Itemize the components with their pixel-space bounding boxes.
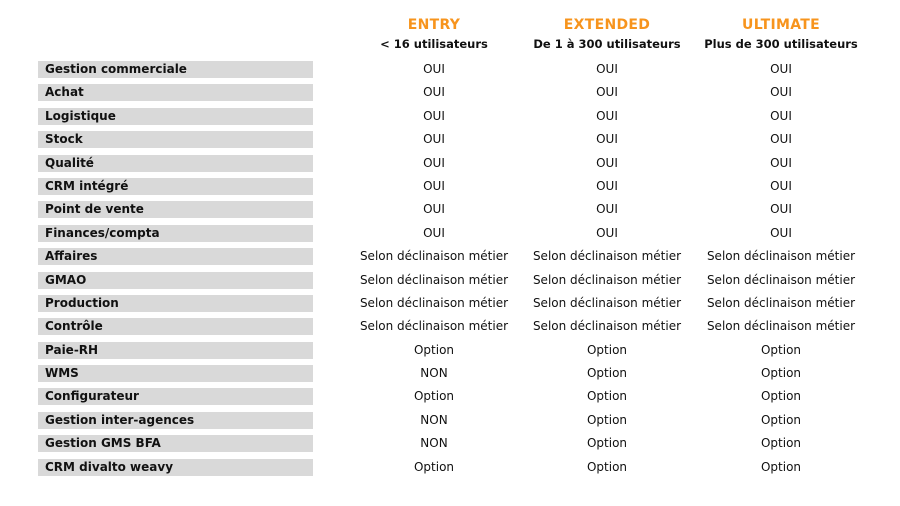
feature-label: Finances/compta xyxy=(38,225,313,242)
plan-name: ULTIMATE xyxy=(742,17,820,33)
table-row xyxy=(0,154,900,177)
plan-header-extended xyxy=(512,16,702,52)
plan-value-cell: OUI xyxy=(770,225,792,240)
plan-value-cell: Option xyxy=(760,389,802,404)
plan-value-cell: OUI xyxy=(770,178,792,193)
plan-value-cell: OUI xyxy=(596,155,618,170)
plan-subtitle: < 16 utilisateurs xyxy=(380,37,488,51)
feature-label: WMS xyxy=(38,365,313,382)
plan-value-cell: OUI xyxy=(423,132,445,147)
table-row xyxy=(0,411,900,434)
feature-label: CRM divalto weavy xyxy=(38,459,313,476)
plan-value-cell: Option xyxy=(413,459,455,474)
table-row xyxy=(0,387,900,410)
plan-value-cell: Option xyxy=(760,436,802,451)
plan-value-cell: Selon déclinaison métier xyxy=(532,295,682,310)
plan-value-cell: OUI xyxy=(596,85,618,100)
feature-label: Contrôle xyxy=(38,318,313,335)
plan-value-cell: OUI xyxy=(770,132,792,147)
feature-label: Affaires xyxy=(38,248,313,265)
plan-header-entry xyxy=(339,16,529,52)
plan-value-cell: Selon déclinaison métier xyxy=(359,319,509,334)
plan-value-cell: Option xyxy=(586,342,628,357)
plan-value-cell: Selon déclinaison métier xyxy=(706,272,856,287)
table-row xyxy=(0,247,900,270)
feature-label: Gestion commerciale xyxy=(38,61,313,78)
table-row xyxy=(0,434,900,457)
plan-value-cell: OUI xyxy=(423,85,445,100)
table-row xyxy=(0,224,900,247)
table-row xyxy=(0,271,900,294)
feature-label: Production xyxy=(38,295,313,312)
plan-value-cell: OUI xyxy=(596,132,618,147)
plan-value-cell: Selon déclinaison métier xyxy=(359,272,509,287)
plan-value-cell: Selon déclinaison métier xyxy=(532,272,682,287)
plan-value-cell: Option xyxy=(760,342,802,357)
plan-value-cell: Selon déclinaison métier xyxy=(532,249,682,264)
plan-value-cell: OUI xyxy=(596,62,618,76)
plan-value-cell: NON xyxy=(420,412,448,427)
feature-label: Logistique xyxy=(38,108,313,125)
plan-value-cell: OUI xyxy=(770,202,792,217)
plan-value-cell: OUI xyxy=(770,108,792,123)
table-row xyxy=(0,200,900,223)
plan-value-cell: Selon déclinaison métier xyxy=(359,295,509,310)
feature-label: Configurateur xyxy=(38,388,313,405)
comparison-table xyxy=(0,60,900,481)
table-row xyxy=(0,364,900,387)
plan-value-cell: Option xyxy=(413,342,455,357)
table-row xyxy=(0,458,900,481)
plan-value-cell: Selon déclinaison métier xyxy=(706,295,856,310)
feature-label: Stock xyxy=(38,131,313,148)
plan-value-cell: OUI xyxy=(770,85,792,100)
plan-value-cell: OUI xyxy=(596,108,618,123)
feature-label: Gestion inter-agences xyxy=(38,412,313,429)
plan-value-cell: Option xyxy=(760,412,802,427)
plan-value-cell: Option xyxy=(760,366,802,381)
plan-header-ultimate xyxy=(686,16,876,52)
table-row xyxy=(0,83,900,106)
feature-label: CRM intégré xyxy=(38,178,313,195)
table-row xyxy=(0,177,900,200)
table-row xyxy=(0,60,900,83)
plan-value-cell: OUI xyxy=(770,155,792,170)
plan-value-cell: OUI xyxy=(423,155,445,170)
table-row xyxy=(0,294,900,317)
plan-subtitle: De 1 à 300 utilisateurs xyxy=(533,37,681,51)
plan-value-cell: OUI xyxy=(423,202,445,217)
table-row xyxy=(0,107,900,130)
plan-value-cell: Selon déclinaison métier xyxy=(532,319,682,334)
plan-name: EXTENDED xyxy=(563,17,651,33)
plan-value-cell: Option xyxy=(413,389,455,404)
plan-value-cell: Option xyxy=(586,366,628,381)
plan-value-cell: OUI xyxy=(423,108,445,123)
plan-value-cell: OUI xyxy=(596,178,618,193)
plan-value-cell: Option xyxy=(586,412,628,427)
plan-subtitle: Plus de 300 utilisateurs xyxy=(704,37,858,51)
table-row xyxy=(0,317,900,340)
plan-value-cell: OUI xyxy=(596,225,618,240)
plan-value-cell: OUI xyxy=(596,202,618,217)
feature-label: Achat xyxy=(38,84,313,101)
feature-label: Paie-RH xyxy=(38,342,313,359)
plan-value-cell: Selon déclinaison métier xyxy=(359,249,509,264)
plan-value-cell: OUI xyxy=(423,178,445,193)
table-row xyxy=(0,341,900,364)
plan-value-cell: OUI xyxy=(423,62,445,76)
plan-value-cell: OUI xyxy=(770,62,792,76)
feature-label: Qualité xyxy=(38,155,313,172)
plan-value-cell: Selon déclinaison métier xyxy=(706,319,856,334)
plan-value-cell: Option xyxy=(760,459,802,474)
plan-value-cell: Option xyxy=(586,459,628,474)
feature-label: Gestion GMS BFA xyxy=(38,435,313,452)
feature-label: Point de vente xyxy=(38,201,313,218)
plan-value-cell: Option xyxy=(586,436,628,451)
plan-value-cell: NON xyxy=(420,436,448,451)
plan-name: ENTRY xyxy=(407,17,461,33)
plan-value-cell: Option xyxy=(586,389,628,404)
table-row xyxy=(0,130,900,153)
plan-value-cell: OUI xyxy=(423,225,445,240)
feature-label: GMAO xyxy=(38,272,313,289)
plan-value-cell: Selon déclinaison métier xyxy=(706,249,856,264)
plan-value-cell: NON xyxy=(420,366,448,381)
